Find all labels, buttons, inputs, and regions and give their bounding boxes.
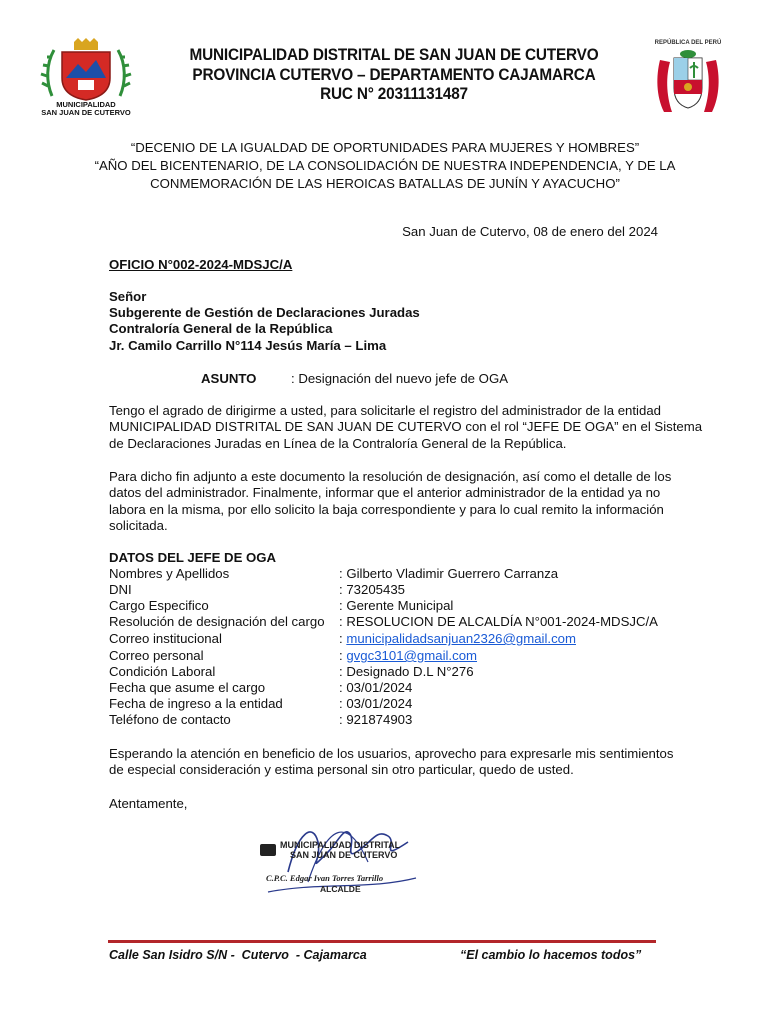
- data-label: Resolución de designación del cargo: [109, 614, 325, 629]
- data-row-personal-email: [109, 648, 709, 664]
- data-label: Correo personal: [109, 648, 204, 663]
- data-row-labor-condition: [109, 664, 709, 680]
- personal-email-link[interactable]: gvgc3101@gmail.com: [346, 648, 478, 663]
- paragraph-2-line-1: Para dicho fin adjunto a este documento la resolución de designación, así como el detalle de los: [109, 469, 672, 484]
- recipient-address: Jr. Camilo Carrillo N°114 Jesús María – Lima: [109, 338, 387, 353]
- logo-caption-1: MUNICIPALIDAD: [56, 100, 116, 109]
- footer-slogan: “El cambio lo hacemos todos”: [460, 948, 642, 962]
- data-value: : 73205435: [339, 582, 406, 597]
- paragraph-1: [109, 403, 703, 452]
- header-municipality: MUNICIPALIDAD DISTRITAL DE SAN JUAN DE CUTERVO: [189, 46, 599, 64]
- municipal-logo: [38, 38, 134, 118]
- oficio-number: OFICIO N°002-2024-MDSJC/A: [109, 257, 293, 272]
- data-section-title: DATOS DEL JEFE DE OGA: [109, 550, 277, 565]
- data-label: Teléfono de contacto: [109, 712, 231, 727]
- stamp-role: ALCALDE: [320, 884, 361, 894]
- closing-line-2: de especial consideración y estima personal sin otro particular, quedo de usted.: [109, 762, 574, 778]
- paragraph-2: [109, 469, 672, 535]
- farewell: Atentamente,: [109, 796, 188, 811]
- signature-stamp: [258, 812, 418, 897]
- stamp-seal-icon: [260, 844, 276, 856]
- data-row-assumption-date: [109, 680, 709, 696]
- stamp-line-1: MUNICIPALIDAD DISTRITAL: [280, 840, 401, 850]
- paragraph-2-line-3: labora en la misma, por ello solicito la baja correspondiente y para lo cual remito la información: [109, 501, 664, 517]
- institutional-email-link[interactable]: municipalidadsanjuan2326@gmail.com: [346, 631, 576, 646]
- header-ruc: RUC N° 20311131487: [320, 85, 468, 103]
- data-label: Correo institucional: [109, 631, 222, 646]
- closing-paragraph: [109, 746, 674, 779]
- data-row-institutional-email: [109, 631, 709, 647]
- stamp-name: C.P.C. Edgar Ivan Torres Tarrillo: [266, 873, 384, 883]
- data-row-dni: [109, 582, 709, 598]
- data-label: DNI: [109, 582, 132, 597]
- paragraph-1-line-3: de Declaraciones Juradas en Línea de la Contraloría General de la República.: [109, 435, 567, 451]
- date-line: San Juan de Cutervo, 08 de enero del 2024: [402, 224, 658, 239]
- footer-rule: [108, 940, 656, 943]
- paragraph-2-line-2: datos del administrador. Finalmente, informar que el anterior administrador de la entidad ya no: [109, 485, 661, 501]
- decree-line-2: “AÑO DEL BICENTENARIO, DE LA CONSOLIDACIÓN DE NUESTRA INDEPENDENCIA, Y DE LA: [94, 158, 676, 173]
- data-value: : 03/01/2024: [339, 696, 413, 711]
- paragraph-1-line-1: Tengo el agrado de dirigirme a usted, para solicitarle el registro del administrador de la entidad: [109, 403, 661, 418]
- data-label: Fecha que asume el cargo: [109, 680, 266, 695]
- recipient-salutation: Señor: [109, 289, 147, 304]
- coat-of-arms-icon: [38, 38, 134, 102]
- subject-label: ASUNTO: [201, 371, 257, 386]
- data-row-position: [109, 598, 709, 614]
- peru-shield-icon: [652, 48, 724, 118]
- data-value: : 03/01/2024: [339, 680, 413, 695]
- colon: :: [339, 631, 343, 646]
- header-province: PROVINCIA CUTERVO – DEPARTAMENTO CAJAMARCA: [192, 66, 596, 84]
- decree-line-1: “DECENIO DE LA IGUALDAD DE OPORTUNIDADES PARA MUJERES Y HOMBRES”: [130, 140, 640, 155]
- decree-line-3: CONMEMORACIÓN DE LAS HEROICAS BATALLAS DE JUNÍN Y AYACUCHO”: [150, 176, 620, 191]
- data-value: : Designado D.L N°276: [339, 664, 474, 679]
- data-value: : Gilberto Vladimir Guerrero Carranza: [339, 566, 559, 581]
- subject-value: : Designación del nuevo jefe de OGA: [291, 371, 508, 386]
- data-row-phone: [109, 712, 709, 728]
- data-label: Cargo Especifico: [109, 598, 209, 613]
- data-row-names: [109, 566, 709, 582]
- colon: :: [339, 648, 343, 663]
- data-label: Nombres y Apellidos: [109, 566, 230, 581]
- data-row-entry-date: [109, 696, 709, 712]
- paragraph-2-line-4: solicitada.: [109, 518, 168, 534]
- recipient-org: Contraloría General de la República: [109, 321, 333, 336]
- paragraph-1-line-2: MUNICIPALIDAD DISTRITAL DE SAN JUAN DE CUTERVO con el rol “JEFE DE OGA” en el Sistema: [109, 419, 703, 435]
- data-value: : RESOLUCION DE ALCALDÍA N°001-2024-MDSJC/A: [339, 614, 658, 629]
- data-label: Condición Laboral: [109, 664, 216, 679]
- data-label: Fecha de ingreso a la entidad: [109, 696, 283, 711]
- recipient-title: Subgerente de Gestión de Declaraciones Juradas: [109, 305, 420, 320]
- data-row-resolution: [109, 614, 709, 630]
- stamp-line-2: SAN JUAN DE CUTERVO: [290, 850, 398, 860]
- data-value: : 921874903: [339, 712, 413, 727]
- emblem-caption: REPÚBLICA DEL PERÚ: [654, 40, 722, 46]
- logo-caption-2: SAN JUAN DE CUTERVO: [41, 108, 131, 117]
- closing-line-1: Esperando la atención en beneficio de los usuarios, aprovecho para expresarle mis sentimientos: [109, 746, 674, 761]
- national-emblem: [652, 38, 724, 116]
- data-value: : Gerente Municipal: [339, 598, 454, 613]
- footer-address: Calle San Isidro S/N - Cutervo - Cajamarca: [109, 948, 367, 962]
